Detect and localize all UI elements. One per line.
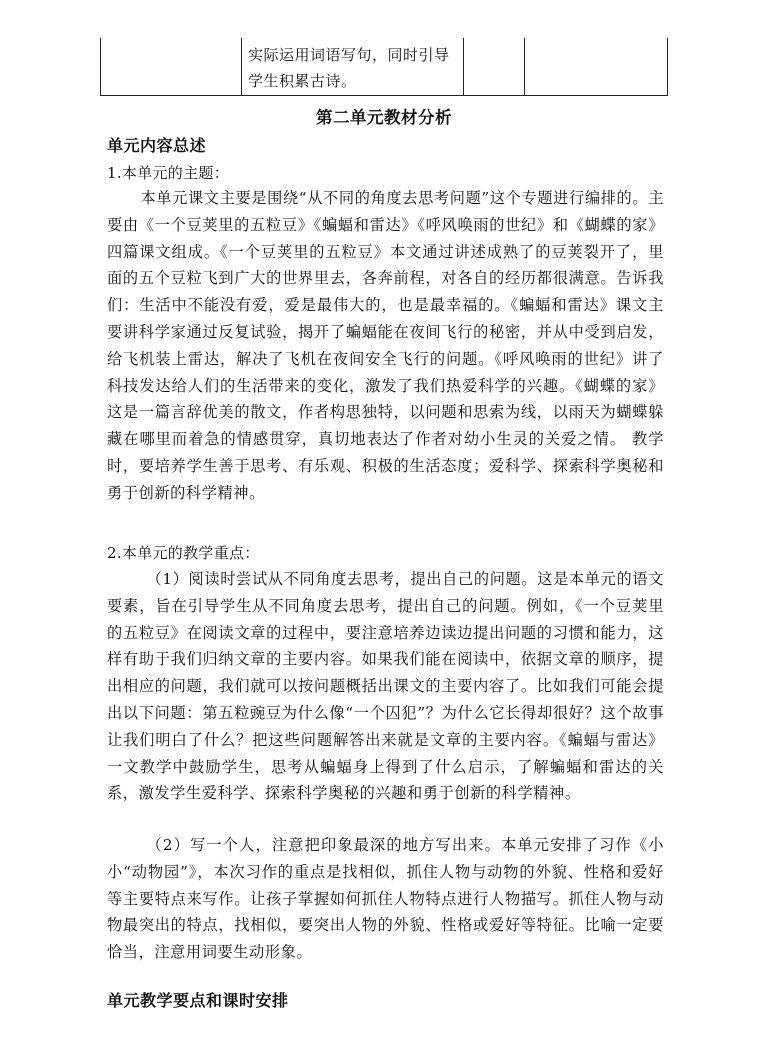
table-cell-empty xyxy=(464,38,525,96)
item-label-focus: 2.本单元的教学重点： xyxy=(107,544,260,562)
paragraph-focus-2: （2）写一个人，注意把印象最深的地方写出来。本单元安排了习作《小小“动物园”》，本次习作的重点是找相似，抓住人物与动物的外貌、性格和爱好等主要特点来写作。让孩子掌握如何抓住人物特点进行人物描写。抓住人物与动物最突出的特点，找相似，要突出人物的外貌、性格或爱好等特征。比喻一定要恰当，注意用词要生动形象。 xyxy=(107,836,664,962)
paragraph-theme: 本单元课文主要是围绕“从不同的角度去思考问题”这个专题进行编排的。主要由《一个豆荚里的五粒豆》《蝙蝠和雷达》《呼风唤雨的世纪》和《蝴蝶的家》四篇课文组成。《一个豆荚里的五粒豆》本文通过讲述成熟了的豆荚裂开了，里面的五个豆粒飞到广大的世界里去，各奔前程，对各自的经历都很满意。告诉我们：生活中不能没有爱，爱是最伟大的，也是最幸福的。《蝙蝠和雷达》课文主要讲科学家通过反复试验，揭开了蝙蝠能在夜间飞行的秘密，并从中受到启发，给飞机装上雷达，解决了飞机在夜间安全飞行的问题。《呼风唤雨的世纪》讲了科技发达给人们的生活带来的变化，激发了我们热爱科学的兴趣。《蝴蝶的家》这是一篇言辞优美的散文，作者构思独特，以问题和思索为线，以雨天为蝴蝶躲藏在哪里而着急的情感贯穿，真切地表达了作者对幼小生灵的关爱之情。 教学时，要培养学生善于思考、有乐观、积极的生活态度；爱科学、探索科学奥秘和勇于创新的科学精神。 xyxy=(107,189,664,502)
table-row xyxy=(101,38,668,96)
table-cell-empty xyxy=(101,38,242,96)
section-heading-overview: 单元内容总述 xyxy=(107,136,207,155)
table-cell-text xyxy=(242,38,464,96)
lesson-table-fragment xyxy=(100,38,668,96)
table-cell-empty xyxy=(525,38,668,96)
paragraph-focus-1: （1）阅读时尝试从不同角度去思考，提出自己的问题。这是本单元的语文要素，旨在引导学生从不同角度去思考，提出自己的问题。例如，《一个豆荚里的五粒豆》在阅读文章的过程中，要注意培养边读边提出问题的习惯和能力，这样有助于我们归纳文章的主要内容。如果我们能在阅读中，依据文章的顺序，提出相应的问题，我们就可以按问题概括出课文的主要内容了。比如我们可能会提出以下问题：第五粒豌豆为什么像“一个囚犯”？为什么它长得却很好？这个故事让我们明白了什么？把这些问题解答出来就是文章的主要内容。《蝙蝠与雷达》一文教学中鼓励学生，思考从蝙蝠身上得到了什么启示，了解蝙蝠和雷达的关系，激发学生爱科学、探索科学奥秘的兴趣和勇于创新的科学精神。 xyxy=(107,570,664,803)
table-cell-content: 实际运用词语写句，同时引导学生积累古诗。 xyxy=(248,46,450,90)
item-label-theme: 1.本单元的主题： xyxy=(107,164,230,182)
document-title: 第二单元教材分析 xyxy=(316,108,452,127)
section-heading-schedule: 单元教学要点和课时安排 xyxy=(107,991,289,1010)
